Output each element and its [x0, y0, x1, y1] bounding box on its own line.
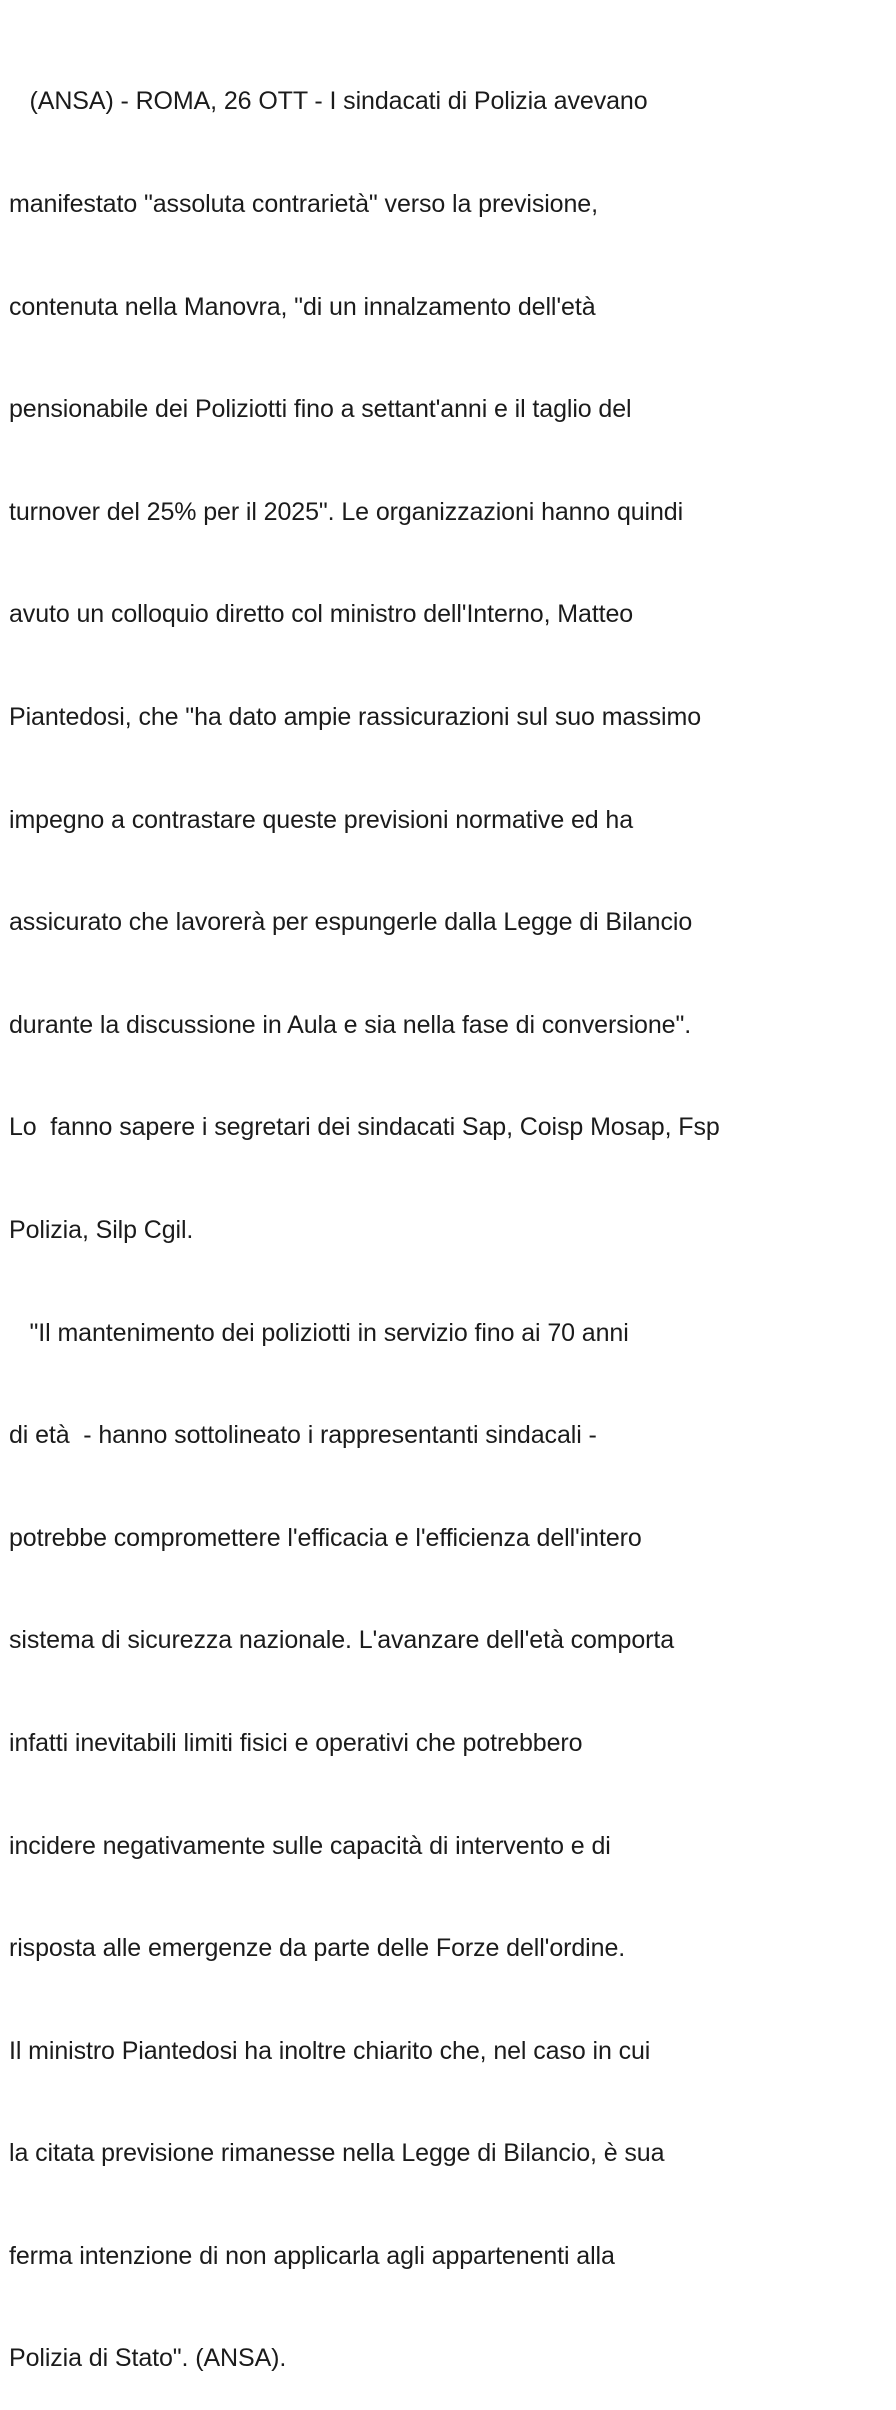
article-line: Lo fanno sapere i segretari dei sindacati Sap, Coisp Mosap, Fsp — [9, 1113, 720, 1142]
article-line: durante la discussione in Aula e sia nella fase di conversione". — [9, 1010, 692, 1039]
article-line: incidere negativamente sulle capacità di intervento e di — [9, 1831, 611, 1860]
article-line: ferma intenzione di non applicarla agli appartenenti alla — [9, 2241, 615, 2270]
article-line: pensionabile dei Poliziotti fino a settant'anni e il taglio del — [9, 395, 632, 424]
article-text — [9, 16, 889, 2410]
article-line: di età - hanno sottolineato i rappresentanti sindacali - — [9, 1421, 597, 1450]
article-line: Polizia di Stato". (ANSA). — [9, 2344, 287, 2373]
article-line: contenuta nella Manovra, "di un innalzamento dell'età — [9, 292, 596, 321]
article-line: potrebbe compromettere l'efficacia e l'efficienza dell'intero — [9, 1523, 642, 1552]
article-line: avuto un colloquio diretto col ministro dell'Interno, Matteo — [9, 600, 634, 629]
article-line: assicurato che lavorerà per espungerle dalla Legge di Bilancio — [9, 908, 693, 937]
article-line: infatti inevitabili limiti fisici e operativi che potrebbero — [9, 1728, 583, 1757]
article-line: "Il mantenimento dei poliziotti in servizio fino ai 70 anni — [9, 1318, 629, 1347]
article-line: Polizia, Silp Cgil. — [9, 1215, 194, 1244]
article-line: turnover del 25% per il 2025". Le organizzazioni hanno quindi — [9, 497, 684, 526]
article-line: Piantedosi, che "ha dato ampie rassicurazioni sul suo massimo — [9, 702, 702, 731]
article-line: (ANSA) - ROMA, 26 OTT - I sindacati di Polizia avevano — [9, 87, 648, 116]
article-line: sistema di sicurezza nazionale. L'avanzare dell'età comporta — [9, 1626, 675, 1655]
article-line: risposta alle emergenze da parte delle Forze dell'ordine. — [9, 1934, 626, 1963]
article-line: impegno a contrastare queste previsioni normative ed ha — [9, 805, 634, 834]
article-line: la citata previsione rimanesse nella Legge di Bilancio, è sua — [9, 2139, 665, 2168]
article-line: manifestato "assoluta contrarietà" verso la previsione, — [9, 190, 598, 218]
article-line: Il ministro Piantedosi ha inoltre chiarito che, nel caso in cui — [9, 2036, 651, 2065]
